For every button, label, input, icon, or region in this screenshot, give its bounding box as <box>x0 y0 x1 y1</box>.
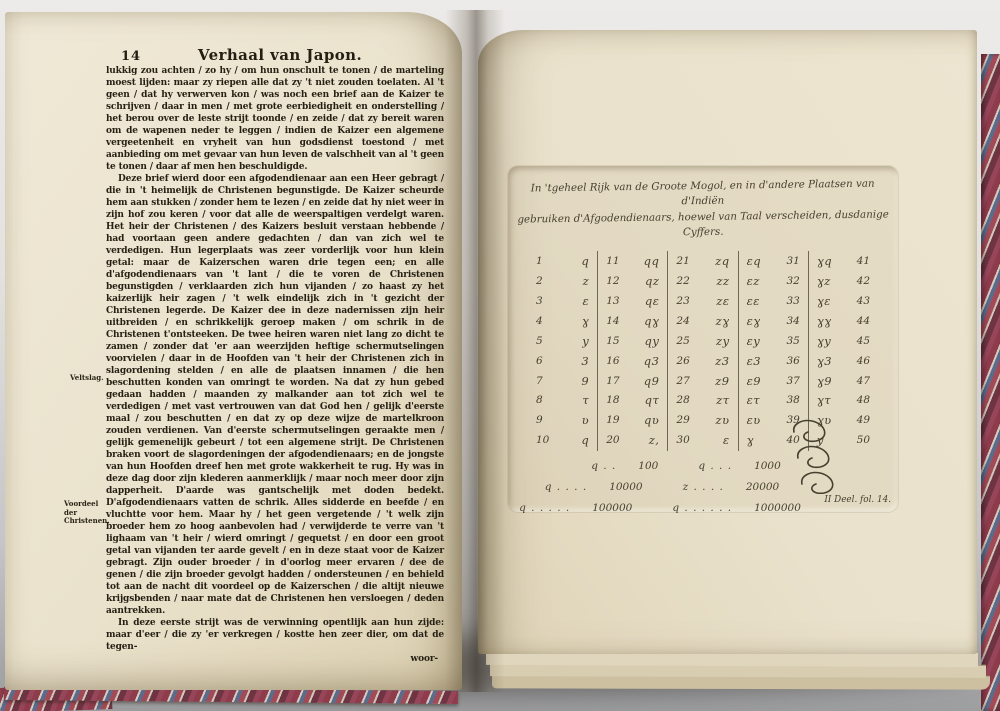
paragraph: lukkig zou achten / zo hy / om hun onschult te tonen / de marteling moest lijden: maar zy riepen alle dat zy 't niet zouden toelaten. Al 't geen / dat hy verwerven kon / was noch een brief aan de Kaizer te schrijven / daar in men / met grote eerbiedigheit en onderstelling / het berou over de leste strijt toonde / en zeide / dat zy bereit waren om de wapenen neder te leggen / indien de Kaizer een algemene vergeetenheit en vryheit van hun godsdienst toestond / met aanbieding om met gevaar van hun leven de valschheit van al 't geen te tonen / daar af men hen beschuldigde. <box>106 66 444 172</box>
mogol-cipher-glyph: z <box>582 274 590 289</box>
arabic-number: 44 <box>856 314 871 327</box>
numeral-cell <box>598 371 667 390</box>
paragraph: In deze eerste strijt was de verwinning opentlijk aan hun zijde: maar d'eer / die zy 'er verkregen / kostte hen zeer dier, om dat de tegen- <box>106 618 444 652</box>
mogol-cipher-glyph: q3 <box>643 353 660 368</box>
mogol-cipher-glyph: ε3 <box>746 353 762 368</box>
numeral-cell <box>739 391 808 410</box>
numeral-cell <box>739 311 808 330</box>
numeral-cell <box>598 252 667 271</box>
legend-entry <box>519 502 632 514</box>
arabic-number: 36 <box>786 354 800 367</box>
arabic-number: 40 <box>786 434 800 447</box>
mogol-cipher-glyph: zɣ <box>715 313 730 328</box>
mogol-cipher-glyph: ε9 <box>746 373 762 388</box>
arabic-number: 5 <box>536 334 543 347</box>
numeral-cell <box>668 411 737 430</box>
arabic-number: 8 <box>536 394 543 407</box>
numeral-cell <box>809 252 878 271</box>
numeral-cell <box>739 292 808 311</box>
mogol-cipher-glyph: zε <box>716 294 730 308</box>
numeral-cell <box>598 391 667 410</box>
mogol-cipher-glyph: z . . . . <box>682 481 724 494</box>
numeral-cell <box>528 431 597 450</box>
mogol-cipher-glyph: εɣ <box>746 313 761 328</box>
legend-entry <box>591 460 658 472</box>
mogol-cipher-glyph: ɣτ <box>816 393 832 408</box>
mogol-cipher-glyph: qʋ <box>644 413 660 428</box>
numeral-cell <box>528 311 597 330</box>
arabic-number: 41 <box>856 255 871 268</box>
arabic-number: 38 <box>786 394 800 407</box>
legend-value: 100 <box>638 460 659 473</box>
mogol-cipher-glyph: ʋ <box>581 413 590 428</box>
arabic-number: 25 <box>676 334 690 347</box>
numeral-cell <box>528 252 597 271</box>
mogol-cipher-glyph: ɣɣ <box>816 313 832 328</box>
legend-row <box>500 477 824 498</box>
large-numbers-legend <box>508 456 824 519</box>
numeral-cell <box>528 331 597 350</box>
body-text <box>106 65 444 665</box>
legend-entry <box>683 481 780 493</box>
legend-value: 1000000 <box>754 502 801 515</box>
mogol-cipher-glyph: zτ <box>716 393 730 408</box>
mogol-cipher-glyph: εε <box>746 294 760 308</box>
mogol-cipher-glyph: ɣε <box>816 294 831 308</box>
margin-note-voordeel: Voordeel der Christenen. <box>64 499 110 526</box>
engraver-flourish <box>788 418 842 494</box>
numeral-cell <box>668 272 737 291</box>
legend-value: 100000 <box>592 502 633 515</box>
mogol-cipher-glyph: ɣz <box>816 274 831 289</box>
mogol-cipher-glyph: q <box>581 433 590 448</box>
mogol-cipher-glyph: ε <box>582 294 590 308</box>
numeral-cell <box>528 371 597 390</box>
numeral-cell <box>528 292 597 311</box>
arabic-number: 20 <box>606 434 620 447</box>
mogol-cipher-glyph: q . . . <box>698 460 733 473</box>
mogol-cipher-glyph: q9 <box>643 373 660 388</box>
mogol-cipher-glyph: y <box>816 433 824 448</box>
numeral-cell <box>809 292 878 311</box>
mogol-cipher-glyph: ɣy <box>816 333 832 348</box>
numeral-cell <box>668 351 737 370</box>
arabic-number: 30 <box>676 434 690 447</box>
arabic-number: 23 <box>676 295 690 307</box>
numeral-cell <box>739 371 808 390</box>
mogol-cipher-glyph: zʋ <box>715 413 730 428</box>
legend-row <box>508 456 824 477</box>
folio-number: 14 <box>121 49 142 64</box>
mogol-cipher-glyph: ɣ <box>581 313 590 328</box>
legend-entry <box>672 502 801 514</box>
mogol-cipher-glyph: ɣ <box>746 433 754 448</box>
mogol-cipher-glyph: qz <box>644 274 660 289</box>
catchword: woor- <box>410 654 438 664</box>
plate-signature: II Deel. fol. 14. <box>824 495 891 505</box>
table-column-11-20 <box>598 251 668 451</box>
mogol-cipher-glyph: qy <box>644 333 660 348</box>
numeral-cell <box>668 292 737 311</box>
numeral-cell <box>809 351 878 370</box>
arabic-number: 11 <box>606 255 620 268</box>
arabic-number: 29 <box>676 414 690 427</box>
mogol-cipher-glyph: zz <box>716 274 730 289</box>
arabic-number: 21 <box>676 255 690 268</box>
arabic-number: 3 <box>536 295 543 307</box>
table-column-1-10 <box>528 251 598 451</box>
numeral-cell <box>598 272 667 291</box>
legend-value: 1000 <box>754 460 781 473</box>
arabic-number: 43 <box>856 295 871 307</box>
numeral-cell <box>598 411 667 430</box>
numeral-cell <box>668 331 737 350</box>
numeral-cell <box>528 351 597 370</box>
mogol-cipher-glyph: qε <box>644 294 660 308</box>
mogol-cipher-glyph: q . . . . . . <box>672 502 733 515</box>
mogol-cipher-glyph: εz <box>746 274 760 289</box>
mogol-cipher-glyph: z, <box>648 433 660 448</box>
numeral-cell <box>809 331 878 350</box>
mogol-cipher-glyph: ετ <box>746 393 761 408</box>
numeral-cell <box>598 351 667 370</box>
arabic-number: 42 <box>856 275 871 288</box>
arabic-number: 6 <box>536 354 543 367</box>
numeral-cell <box>528 272 597 291</box>
arabic-number: 39 <box>786 414 800 427</box>
numeral-cell <box>668 311 737 330</box>
arabic-number: 31 <box>786 255 800 268</box>
numeral-cell <box>739 252 808 271</box>
numeral-cell <box>598 431 667 450</box>
arabic-number: 48 <box>856 394 871 407</box>
mogol-cipher-glyph: zy <box>716 333 730 348</box>
arabic-number: 15 <box>606 334 620 347</box>
arabic-number: 32 <box>786 275 800 288</box>
arabic-number: 4 <box>536 314 543 327</box>
mogol-cipher-glyph: ε <box>722 433 730 448</box>
numeral-cell <box>598 292 667 311</box>
numeral-cell <box>598 311 667 330</box>
legend-entry <box>698 460 780 472</box>
numeral-cell <box>809 311 878 330</box>
mogol-cipher-glyph: zq <box>715 254 730 269</box>
arabic-number: 45 <box>856 334 871 347</box>
legend-row <box>496 498 824 519</box>
arabic-number: 1 <box>536 255 543 268</box>
plate-caption <box>516 176 891 243</box>
mogol-cipher-glyph: 3 <box>581 353 590 368</box>
mogol-cipher-glyph: qτ <box>644 393 660 408</box>
arabic-number: 12 <box>606 275 620 288</box>
arabic-number: 49 <box>856 414 871 427</box>
arabic-number: 9 <box>536 414 543 427</box>
arabic-number: 47 <box>856 374 871 387</box>
mogol-cipher-glyph: ɣʋ <box>816 413 832 428</box>
legend-value: 20000 <box>745 481 780 494</box>
mogol-cipher-glyph: ɣ9 <box>816 373 833 388</box>
engraved-plate <box>508 166 898 515</box>
arabic-number: 22 <box>676 275 690 288</box>
numeral-cell <box>668 371 737 390</box>
mogol-cipher-glyph: ɣ3 <box>816 353 833 368</box>
mogol-cipher-glyph: 9 <box>581 373 590 388</box>
arabic-number: 14 <box>606 314 620 327</box>
mogol-cipher-glyph: τ <box>582 393 590 408</box>
legend-value: 10000 <box>609 481 643 494</box>
numeral-cell <box>739 351 808 370</box>
arabic-number: 19 <box>606 414 620 427</box>
arabic-number: 26 <box>676 354 690 367</box>
numeral-cell <box>739 272 808 291</box>
numeral-cell <box>668 431 737 450</box>
mogol-cipher-glyph: ɣq <box>816 254 833 269</box>
numeral-cell <box>598 331 667 350</box>
arabic-number: 24 <box>676 314 690 327</box>
paragraph: Deze brief wierd door een afgodendienaar aan een Heer gebragt / die in 't heimelijk de Christenen begunstigde. De Kaizer scheurde hem aan stukken / zonder hem te lezen / en zeide dat hy niet weer in zijn hof zou keren / voor dat alle de weerspaltigen verdelgt waren. Het heir der Christenen / des Kaizers besluit verstaan hebbende / had voortaan geen andere gedachten / dan van zich wel te verdedigen. Hun legerplaats was zeer vorderlijk voor hun klein getal: maar de Kaizerschen waren drie tegen een; en alle d'afgodendienaars van 't lant / die te voren de Christenen begunstigden / verklaarden zich hun vijanden / zo haast zy het kaizerlijk heir zagen / 't welk eindelijk zich in 't gezicht der Christenen legerde. De Kaizer dee in deze nadernissen zijn heir uitbreiden / en schrikkelijk geroep maken / om schrik in de Christenen t'ontsteeken. De twee heiren waren niet lang zo dicht te zamen / zonder dat 'er aan weerzijden heftige schermutselingen voorvielen / daar in de Hoofden van 't heir der Christenen zich in slagordening stelden / en alle de plaatsen innamen / die hen beschutten konden van omringt te worden. Na dat zy hun gebed gedaan hadden / maanden zy malkander aan tot zich wel te verdedigen / met vast vertrouwen van dat God hen / gelijk d'eerste maal / zou beschutten / en dat zy op deze wijze de martelkroon zouden verdienen. Van d'eerste schermutselingen geraakte men / gelijk gemenelijk gebeurt / tot een algemene strijt. De Christenen braken voort de slagordeningen der afgodendienaars; en de jongste van hun Hoofden dreef hen met grote wakkerheit te rug. Hy was in deze dag door zijn klederen aanmerklijk / maar noch meer door zijn dapperheit. D'aarde was gantschelijk met doden bedekt. D'afgodendienaars vatten de schrik. Alles sidderde en beefde / en vluchtte voor hem. Maar hy / het geen vergetende / 't welk zijn broeder hem zo hoog aanbevolen had / verwijderde te verre van 't lighaam van 't heir / wierd omringt / gequetst / en door een groot getal van vijanden ter aarde gevelt / en in deze staat voor de Kaizer gebragt. Zijn ouder broeder / in d'oorlog meer ervaren / dee de genen / die zijn broeder gevolgt hadden / ondersteunen / en behield tot aan de nacht dit voordeel op de Kaizerschen / die altijt nieuwe krijgsbenden / naar mate dat de Christenen hen versloegen / deden aantrekken. <box>106 174 444 616</box>
caption-line-2: gebruiken d'Afgodendienaars, hoewel van Taal verscheiden, dusdanige Cyffers. <box>517 208 889 239</box>
mogol-cipher-glyph: q . . . . <box>544 481 588 494</box>
mogol-cipher-glyph: q . . <box>591 460 617 473</box>
arabic-number: 18 <box>606 394 620 407</box>
numeral-cell <box>809 391 878 410</box>
mogol-cipher-glyph: z9 <box>715 373 730 388</box>
margin-note-veltslag: Veltslag. <box>70 373 104 382</box>
mogol-cipher-glyph: εq <box>746 254 762 269</box>
mogol-cipher-glyph: q <box>581 254 590 269</box>
legend-entry <box>545 481 643 493</box>
arabic-number: 34 <box>786 314 800 327</box>
caption-line-1: In 'tgeheel Rijk van de Groote Mogol, en in d'andere Plaatsen van d'Indiën <box>530 177 875 208</box>
mogol-cipher-glyph: εy <box>746 333 761 348</box>
mogol-cipher-glyph: εʋ <box>746 413 761 428</box>
mogol-cipher-glyph: y <box>582 333 590 348</box>
numeral-cell <box>528 391 597 410</box>
numeral-cell <box>739 331 808 350</box>
arabic-number: 16 <box>606 354 620 367</box>
arabic-number: 27 <box>676 374 690 387</box>
table-column-21-30 <box>668 251 738 451</box>
mogol-cipher-glyph: q . . . . . <box>519 502 571 515</box>
arabic-number: 13 <box>606 295 620 307</box>
marbled-cover-right-edge <box>981 54 1000 711</box>
arabic-number: 17 <box>606 374 620 387</box>
numeral-cell <box>668 252 737 271</box>
arabic-number: 7 <box>536 374 543 387</box>
numeral-cell <box>809 371 878 390</box>
numeral-cell <box>809 272 878 291</box>
mogol-cipher-glyph: z3 <box>715 353 730 368</box>
arabic-number: 2 <box>536 275 543 288</box>
arabic-number: 10 <box>536 434 550 447</box>
mogol-cipher-glyph: qɣ <box>644 313 660 328</box>
arabic-number: 37 <box>786 374 800 387</box>
numeral-cell <box>528 411 597 430</box>
arabic-number: 46 <box>856 354 871 367</box>
arabic-number: 28 <box>676 394 690 407</box>
arabic-number: 35 <box>786 334 800 347</box>
mogol-cipher-glyph: qq <box>643 254 660 269</box>
numeral-cell <box>668 391 737 410</box>
running-title: Verhaal van Japon. <box>197 46 363 64</box>
arabic-number: 33 <box>786 295 800 307</box>
arabic-number: 50 <box>856 434 871 447</box>
